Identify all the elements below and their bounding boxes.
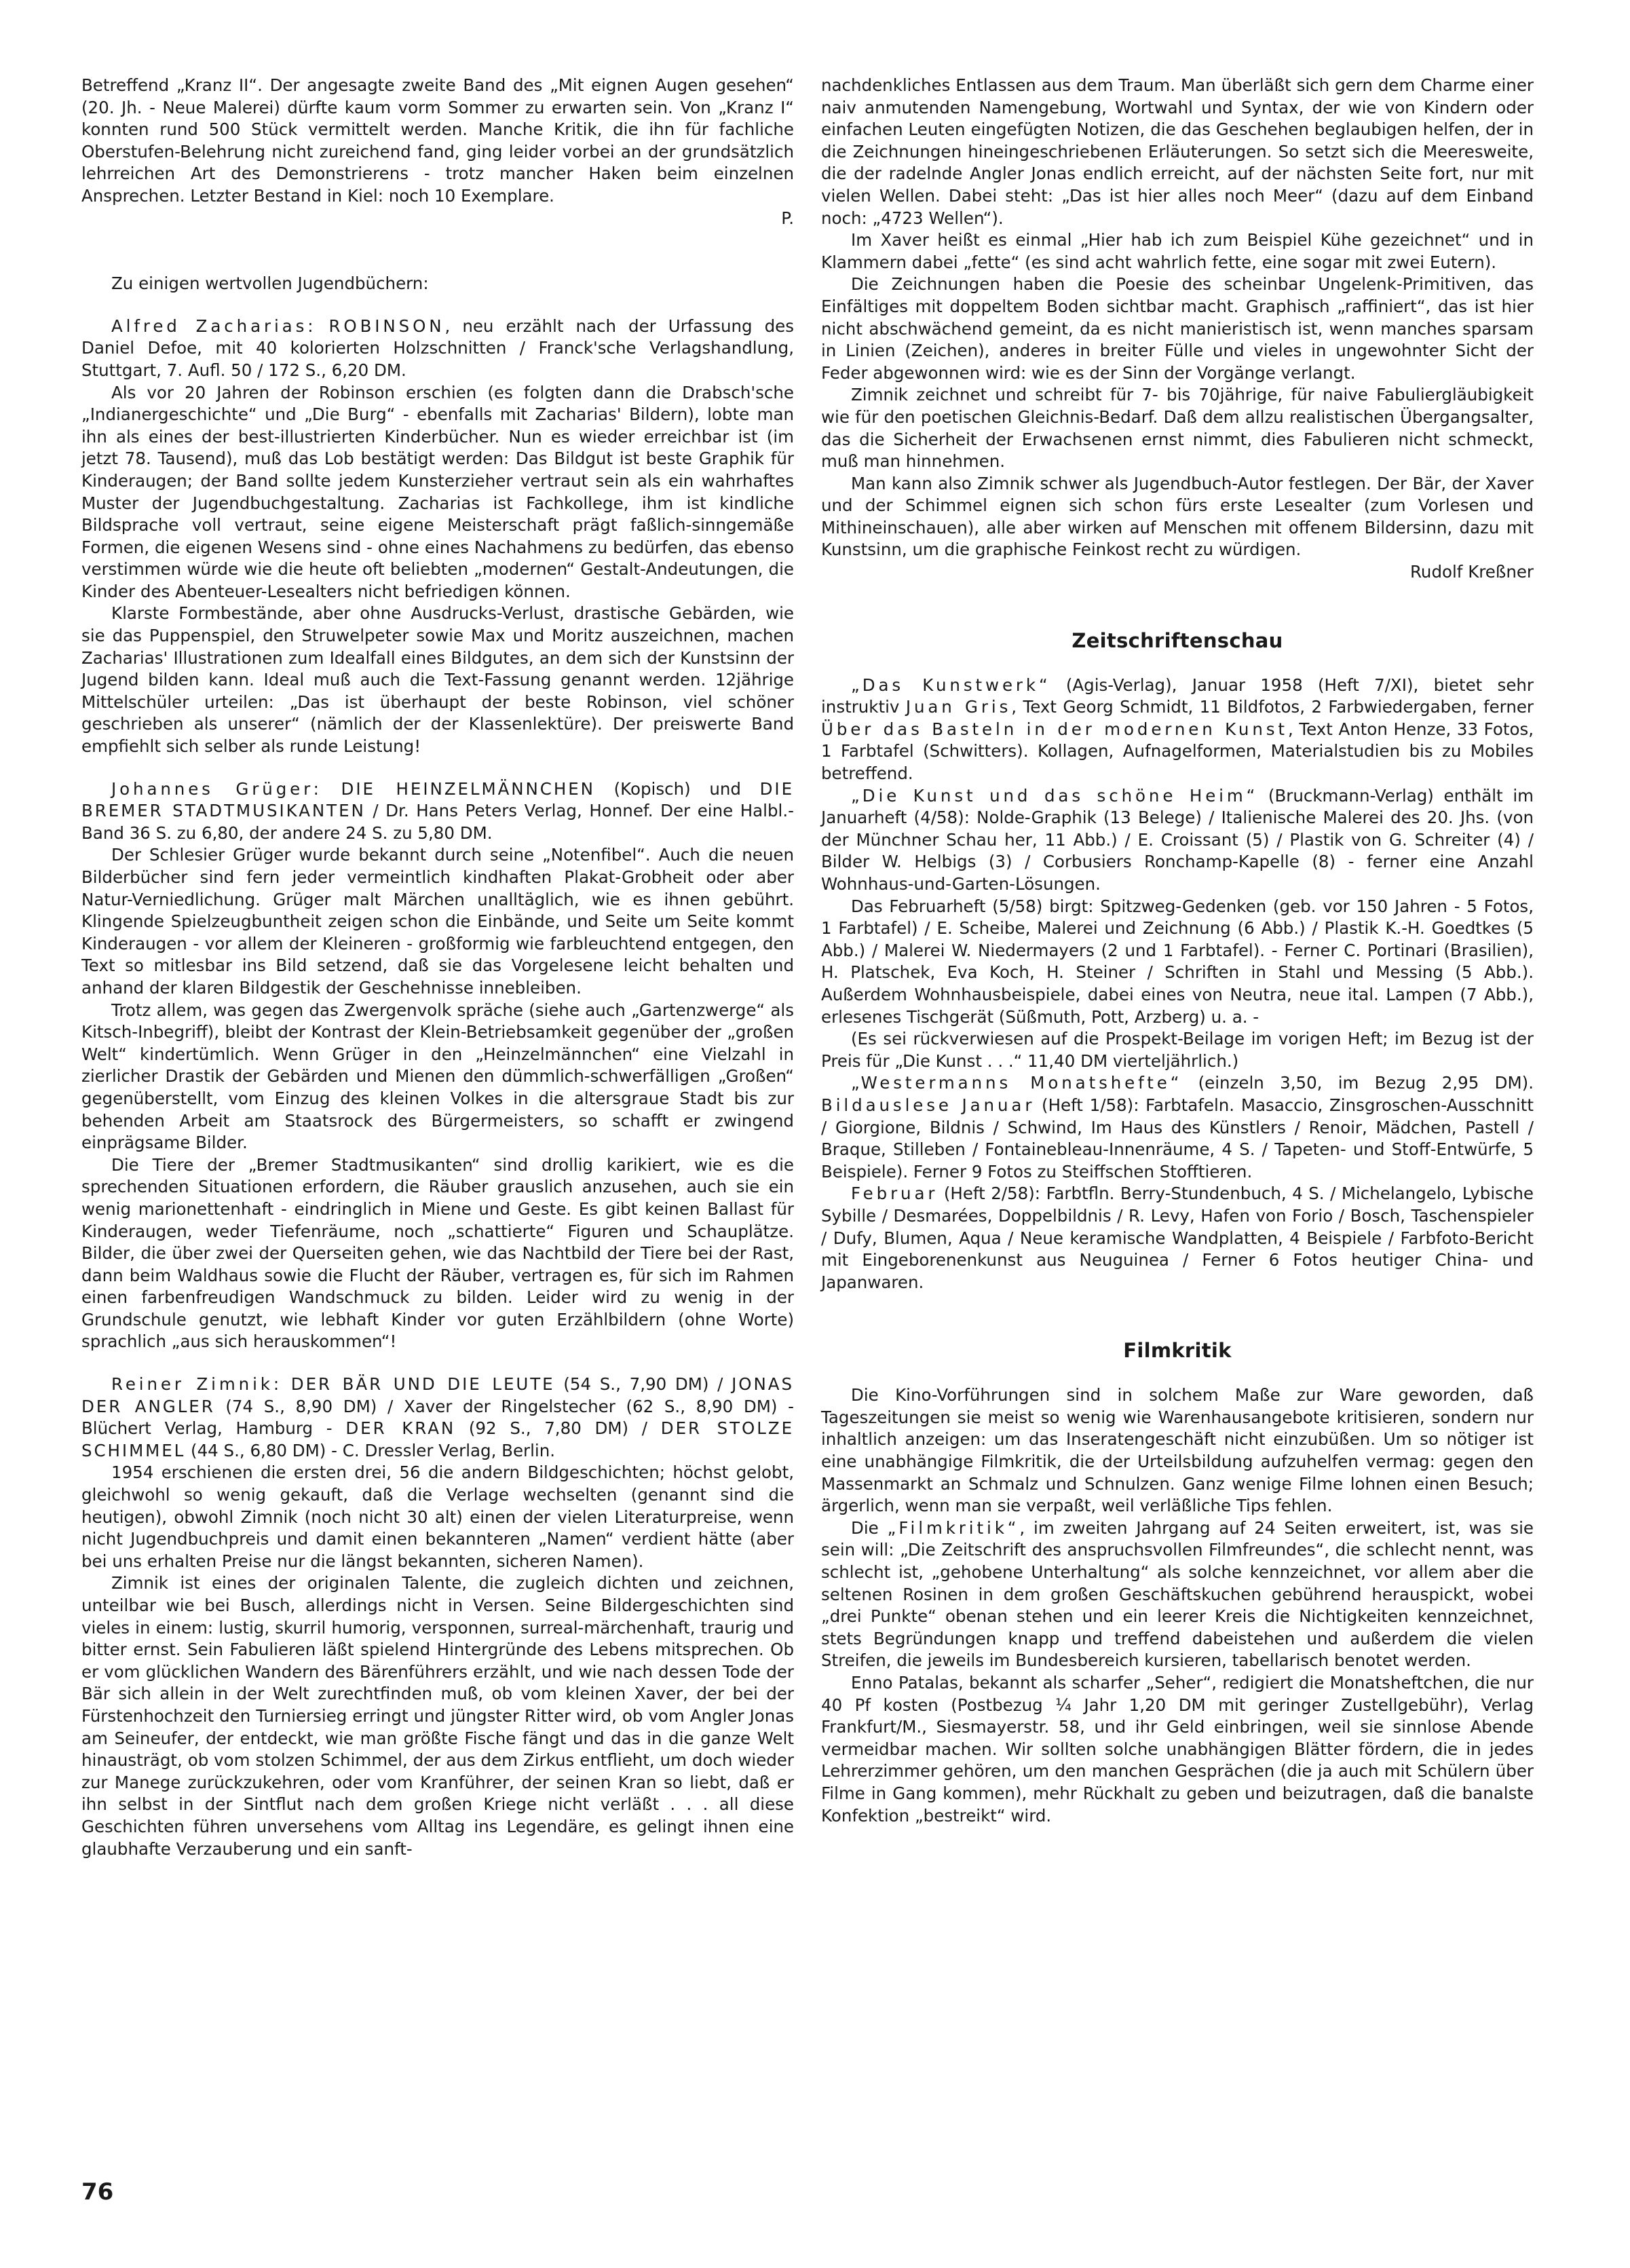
- grueger-review-1: Der Schlesier Grüger wurde bekannt durch seine „Notenfibel“. Auch die neuen Bilderbücher sind fern jeder vermeintlich kindhaften Plakat-Grobheit oder aber Natur-Verniedlichung. Grüger malt Märchen unalltäglich, wie es ihnen gebührt. Klingende Spielzeugbuntheit zeigen schon die Einbände, und Seite um Seite kommt Kinderaugen - vor allem der Kleineren - großformig wie farbleuchtend entgegen, den Text so mitlesbar ins Bild setzend, daß sie das Vorgelesene leicht behalten und anhand der klaren Bildgestik der Geschehnisse innebleiben.: [81, 845, 794, 998]
- filmkritik-title: „Filmkritik“: [887, 1517, 1020, 1538]
- februar-entry: Februar (Heft 2/58): Farbtfln. Berry-Stundenbuch, 4 S. / Michelangelo, Lybische Sybille / Desmarées, Doppelbildnis / R. Levy, Hafen von Forio / Bosch, Taschenspieler / Dufy, Blumen, Aqua / Neue keramische Wandplatten, 4 Beispiele / Farbfoto-Bericht mit Eingeborenenkunst aus Neuguinea / Ferner 6 Fotos heutiger China- und Japanwaren.: [821, 1184, 1534, 1292]
- filmkritik-paragraph-1: Die Kino-Vorführungen sind in solchem Maße zur Ware geworden, daß Tageszeitungen sie meist so wenig wie Warenhausangebote kritisieren, sondern nur inhaltlich anzeigen: um das Inseratengeschäft nicht einzubüßen. Um so nötiger ist eine unabhängige Filmkritik, die der Urteilsbildung aufzuhelfen vermag: gegen den Massenmarkt an Schmalz und Schnulzen. Ganz wenige Filme lohnen einen Besuch; ärgerlich, wenn man sie verpaßt, weil verläßliche Tips fehlen.: [821, 1385, 1534, 1516]
- grueger-review-3: Die Tiere der „Bremer Stadtmusikanten“ sind drollig karikiert, wie es die sprechenden Situationen erfordern, die Räuber grauslich anzusehen, auch sie ein wenig marionettenhaft - eindringlich in Miene und Geste. Es gibt keinen Ballast für Kinderaugen, weder Tiefenräume, noch „schattierte“ Figuren und Schauplätze. Bilder, die über zwei der Querseiten gehen, wie das Nachtbild der Tiere bei der Rast, dann beim Waldhaus sowie die Flucht der Räuber, vertragen es, für sich im Rahmen einen farbenfreudigen Wandschmuck zu bilden. Leider wird zu wenig in der Grundschule genutzt, wie lebhaft Kinder vor guten Erzählbildern (ohne Worte) sprachlich „aus sich herauskommen“!: [81, 1154, 794, 1352]
- zimnik-review-1: 1954 erschienen die ersten drei, 56 die andern Bildgeschichten; höchst gelobt, gleichwohl so wenig gekauft, daß die Verlage wechselten (genannt sind die heutigen), obwohl Zimnik (noch nicht 30 alt) einen der vielen Literaturpreise, wenn nicht Jugendbuchpreis und damit einen bekannteren „Namen“ verdient hätte (aber bei uns erhalten Preise nur die längst bekannten, sicheren Namen).: [81, 1462, 794, 1571]
- zimnik-review-3: nachdenkliches Entlassen aus dem Traum. Man überläßt sich gern dem Charme einer naiv anmutenden Namengebung, Wortwahl und Syntax, der wie von Kindern oder einfachen Leuten eingefügten Notizen, die das Geschehen beglaubigen helfen, der in die Zeichnungen hineingeschriebenen Erläuterungen. So setzt sich die Meeresweite, die der radelnde Angler Jonas endlich erreicht, auf der nächsten Seite fort, nur mit vielen Wellen. Dabei steht: „Das ist hier alles noch Meer“ (dazu auf dem Einband noch: „4723 Wellen“).: [821, 75, 1534, 228]
- zeitschriftenschau-heading: Zeitschriftenschau: [1072, 628, 1283, 652]
- zacharias-review-2: Klarste Formbestände, aber ohne Ausdrucks-Verlust, drastische Gebärden, wie sie das Puppenspiel, den Struwelpeter sowie Max und Moritz auszeichnen, machen Zacharias' Illustrationen zum Idealfall eines Bildgutes, an dem sich der Kunstsinn der Jugend bilden kann. Ideal muß auch die Text-Fassung genannt werden. 12jährige Mittelschüler urteilen: „Das ist überhaupt der beste Robinson, viel schöner geschrieben als unserer“ (nämlich der der Klassenlektüre). Der preiswerte Band empfiehlt sich selber als runde Leistung!: [81, 603, 794, 757]
- zimnik-review-7: Man kann also Zimnik schwer als Jugendbuch-Autor festlegen. Der Bär, der Xaver und der Schimmel eignen sich schon fürs erste Lesealter (zum Vorlesen und Mithineinschauen), alle aber wirken auf Menschen mit offenem Bildersinn, dazu mit Kunstsinn, um die graphische Feinkost recht zu würdigen. Rudolf Kreßner: [821, 473, 1534, 584]
- kunstwerk-entry: „Das Kunstwerk“ (Agis-Verlag), Januar 1958 (Heft 7/XI), bietet sehr instruktiv Juan Gris, Text Georg Schmidt, 11 Bildfotos, 2 Farbwiedergaben, ferner Über das Basteln in der modernen Kunst, Text Anton Henze, 33 Fotos, 1 Farbtafel (Schwitters). Kollagen, Aufnagelformen, Materialstudien bis zu Mobiles betreffend.: [821, 675, 1534, 784]
- kunstwerk-title: „Das Kunstwerk“: [851, 675, 1051, 695]
- grueger-review-2: Trotz allem, was gegen das Zwergenvolk spräche (siehe auch „Gartenzwerge“ als Kitsch-Inbegriff), bleibt der Kontrast der Klein-Betriebsamkeit gegenüber der „großen Welt“ kindertümlich. Wenn Grüger in den „Heinzelmännchen“ eine Vielzahl in zierlicher Drastik der Gebärden und Mienen den dümmlich-schwerfälligen „Großen“ gegenüberstellt, vom Einzug des kleinen Volkes in die altersgraue Stadt bis zur behenden Arbeit am Staatsrock des Bürgermeisters, so schafft er zwingend einprägsame Bilder.: [81, 1000, 794, 1153]
- zimnik-author: Reiner Zimnik:: [111, 1374, 283, 1395]
- kunst-heim-title: „Die Kunst und das schöne Heim“: [851, 785, 1259, 806]
- zacharias-reference: Alfred Zacharias: ROBINSON, neu erzählt nach der Urfassung des Daniel Defoe, mit 40 kolorierten Holzschnitten / Franck'sche Verlagshandlung, Stuttgart, 7. Aufl. 50 / 172 S., 6,20 DM.: [81, 316, 794, 380]
- prospekt-note: (Es sei rückverwiesen auf die Prospekt-Beilage im vorigen Heft; im Bezug ist der Preis für „Die Kunst . . .“ 11,40 DM vierteljährlich.): [821, 1029, 1534, 1071]
- zimnik-review-2: Zimnik ist eines der originalen Talente, die zugleich dichten und zeichnen, unteilbar wie bei Busch, allerdings nicht in Versen. Seine Bildergeschichten sind vieles in einem: lustig, skurril humorig, versponnen, surreal-märchenhaft, traurig und bitter ernst. Sein Fabulieren läßt spielend Hintergründe des Lebens mitsprechen. Ob er vom glücklichen Wandern des Bärenführers erzählt, und wie nach dessen Tode der Bär sich allein in der Welt zurechtfinden muß, ob vom kleinen Xaver, der bei der Fürstenhochzeit den Turniersieg erringt und jüngster Ritter wird, ob vom Angler Jonas am Seineufer, der entdeckt, wie man größte Fische fängt und das in die ganze Welt hinausträgt, ob vom stolzen Schimmel, der aus dem Zirkus entflieht, um doch wieder zur Manege zurückzukehren, oder vom Kranführer, der seinen Kran so liebt, daß er ihn selbst in der Sintflut nach dem großen Kriege nicht verläßt . . . all diese Geschichten führen unversehens vom Alltag ins Legendäre, es gelingt ihnen eine glaubhafte Verzauberung und ein sanft-: [81, 1573, 794, 1859]
- filmkritik-heading: Filmkritik: [1123, 1339, 1232, 1363]
- page-number: 76: [81, 2178, 114, 2206]
- zimnik-title-1: DER BÄR UND DIE LEUTE: [290, 1374, 555, 1395]
- zimnik-title-3: DER KRAN: [345, 1418, 456, 1439]
- zacharias-review-1: Als vor 20 Jahren der Robinson erschien (es folgten dann die Drabsch'sche „Indianergeschichte“ und „Die Burg“ - ebenfalls mit Zacharias' Bildern), lobte man ihn als eines der best-illustrierten Kinderbücher. Nun es wieder erreichbar ist (im jetzt 78. Tausend), muß das Lob bestätigt werden: Das Bildgut ist beste Graphik für Kinderaugen; der Band sollte jedem Kunsterzieher vertraut sein als ein wahrhaftes Muster der Jugendbuchgestaltung. Zacharias ist Fachkollege, ihm ist kindliche Bildsprache voll vertraut, seine eigene Meisterschaft prägt faßlich-sinngemäße Formen, die eigenen Wesens sind - ohne eines Nachahmens zu bedürfen, das ebenso verstimmen würde wie die heute oft beliebten „modernen“ Gestalt-Andeutungen, die Kinder des Abenteuer-Lesealters nicht befriedigen können.: [81, 382, 794, 601]
- bildauslese-title: Bildauslese Januar: [821, 1095, 1036, 1115]
- westermann-entry: „Westermanns Monatshefte“ (einzeln 3,50, im Bezug 2,95 DM). Bildauslese Januar (Heft 1/58): Farbtafeln. Masaccio, Zinsgroschen-Ausschnitt / Giorgione, Bildnis / Schwind, Im Haus des Künstlers / Renoir, Mädchen, Pastell / Braque, Stilleben / Fontainebleau-Innenräume, 4 S. / Tapeten- und Stoff-Entwürfe, 5 Beispiele). Ferner 9 Fotos zu Steiffschen Stofftieren.: [821, 1073, 1534, 1182]
- zacharias-author: Alfred Zacharias:: [111, 316, 317, 336]
- zacharias-title: ROBINSON: [328, 316, 445, 336]
- zimnik-reference: Reiner Zimnik: DER BÄR UND DIE LEUTE (54 S., 7,90 DM) / JONAS DER ANGLER (74 S., 8,90 DM) / Xaver der Ringelstecher (62 S., 8,90 DM) - Blüchert Verlag, Hamburg - DER KRAN (92 S., 7,80 DM) / DER STOLZE SCHIMMEL (44 S., 6,80 DM) - C. Dressler Verlag, Berlin.: [81, 1374, 794, 1460]
- youth-books-intro: Zu einigen wertvollen Jugendbüchern:: [111, 273, 429, 294]
- filmkritik-paragraph-2: Die „Filmkritik“, im zweiten Jahrgang auf 24 Seiten erweitert, ist, was sie sein will: „Die Zeitschrift des anspruchsvollen Filmfreundes“, die schlecht nennt, was schlecht ist, „gehobene Unterhaltung“ als solche kennzeichnet, vor allem aber die seltenen Rosinen in dem großen Geschäftskuchen gebührend herauspickt, wobei „drei Punkte“ obenan stehen und ein leerer Kreis die Nichtigkeiten kennzeichnet, stets Begründungen knapp und treffend dabeistehen und außerdem die vielen Streifen, die jeweils im Bundesbereich kursieren, tabellarisch benotet werden.: [821, 1517, 1534, 1671]
- grueger-reference: Johannes Grüger: DIE HEINZELMÄNNCHEN (Kopisch) und DIE BREMER STADTMUSIKANTEN / Dr. Hans Peters Verlag, Honnef. Der eine Halbl.-Band 36 S. zu 6,80, der andere 24 S. zu 5,80 DM.: [81, 778, 795, 843]
- grueger-title-1: DIE HEINZELMÄNNCHEN: [341, 778, 595, 799]
- kranz-note: Betreffend „Kranz II“. Der angesagte zweite Band des „Mit eignen Augen gesehen“ (20. Jh. - Neue Malerei) dürfte kaum vorm Sommer zu erwarten sein. Von „Kranz I“ konnten rund 500 Stück vermittelt werden. Manche Kritik, die ihn für fachliche Oberstufen-Belehrung nicht zureichend fand, ging leider vorbei an der grundsätzlich lehrreichen Art des Demonstrierens - trotz mancher Haken beim einzelnen Ansprechen. Letzter Bestand in Kiel: noch 10 Exemplare. P.: [81, 75, 794, 229]
- review-author-signature: Rudolf Kreßner: [1410, 562, 1534, 582]
- zimnik-title-4: DER STOLZE SCHIMMEL: [81, 1418, 794, 1460]
- westermann-title: „Westermanns Monatshefte“: [851, 1073, 1183, 1093]
- zimnik-review-6: Zimnik zeichnet und schreibt für 7- bis 70jährige, für naive Fabuliergläubigkeit wie für den poetischen Gleichnis-Bedarf. Daß dem allzu realistischen Übergangsalter, das die Sicherheit der Erwachsenen ernst nimmt, dies Fabulieren nicht schmeckt, muß man hinnehmen.: [821, 385, 1534, 472]
- grueger-title-2: DIE BREMER STADTMUSIKANTEN: [81, 778, 795, 821]
- februar-title: Februar: [851, 1184, 939, 1204]
- zimnik-review-4: Im Xaver heißt es einmal „Hier hab ich zum Beispiel Kühe gezeichnet“ und in Klammern dabei „fette“ (es sind acht wahrlich fette, eine sogar mit zwei Eutern).: [821, 230, 1534, 272]
- grueger-author: Johannes Grüger:: [111, 778, 322, 799]
- zimnik-title-2: JONAS DER ANGLER: [81, 1374, 794, 1416]
- zimnik-review-5: Die Zeichnungen haben die Poesie des scheinbar Ungelenk-Primitiven, das Einfältiges mit doppeltem Boden sichtbar macht. Graphisch „raffiniert“, das ist hier nicht abschwächend gemeint, da es nicht manieristisch ist, wenn manches sparsam in Linien (Zeichen), anderes in breiter Fülle und vieles in ungewohnter Sicht der Feder abgewonnen wird: wie es der Sinn der Vorgänge verlangt.: [821, 274, 1534, 383]
- kranz-signature: P.: [781, 208, 794, 228]
- basteln-title: Über das Basteln in der modernen Kunst: [821, 719, 1288, 739]
- filmkritik-paragraph-3: Enno Patalas, bekannt als scharfer „Seher“, redigiert die Monatsheftchen, die nur 40 Pf kosten (Postbezug ¼ Jahr 1,20 DM mit geringer Zustellgebühr), Verlag Frankfurt/M., Siesmayerstr. 58, und ihr Geld einbringen, weil sie sinnlose Abende vermeidbar machen. Wir sollten solche unabhängigen Blätter fördern, die in jedes Lehrerzimmer gehören, um den manchen Gesprächen (die ja auch mit Schülern über Filme in Gang kommen), mehr Rückhalt zu geben und beizutragen, daß die banalste Konfektion „bestreikt“ wird.: [821, 1673, 1534, 1826]
- februarheft-entry: Das Februarheft (5/58) birgt: Spitzweg-Gedenken (geb. vor 150 Jahren - 5 Fotos, 1 Farbtafel) / E. Scheibe, Malerei und Zeichnung (6 Abb.) / Plastik K.-H. Goedtkes (5 Abb.) / Malerei W. Niedermayers (2 und 1 Farbtafel). - Ferner C. Portinari (Brasilien), H. Platschek, Eva Koch, H. Steiner / Schriften in Stahl und Messing (5 Abb.). Außerdem Wohnhausbeispiele, dabei eines von Neutra, neue ital. Lampen (7 Abb.), erlesenes Tischgerät (Süßmuth, Pott, Arzberg) u. a. -: [821, 896, 1534, 1027]
- right-column: [821, 75, 1534, 1827]
- left-column: [81, 75, 794, 1860]
- kunst-heim-entry: „Die Kunst und das schöne Heim“ (Bruckmann-Verlag) enthält im Januarheft (4/58): Nolde-Graphik (13 Belege) / Italienische Malerei des 20. Jhs. (von der Münchner Schau her, 11 Abb.) / E. Croissant (5) / Plastik von G. Schreiter (4) / Bilder W. Helbigs (3) / Corbusiers Ronchamp-Kapelle (8) - ferner eine Anzahl Wohnhaus-und-Garten-Lösungen.: [821, 785, 1534, 894]
- juan-gris: Juan Gris: [905, 697, 1012, 717]
